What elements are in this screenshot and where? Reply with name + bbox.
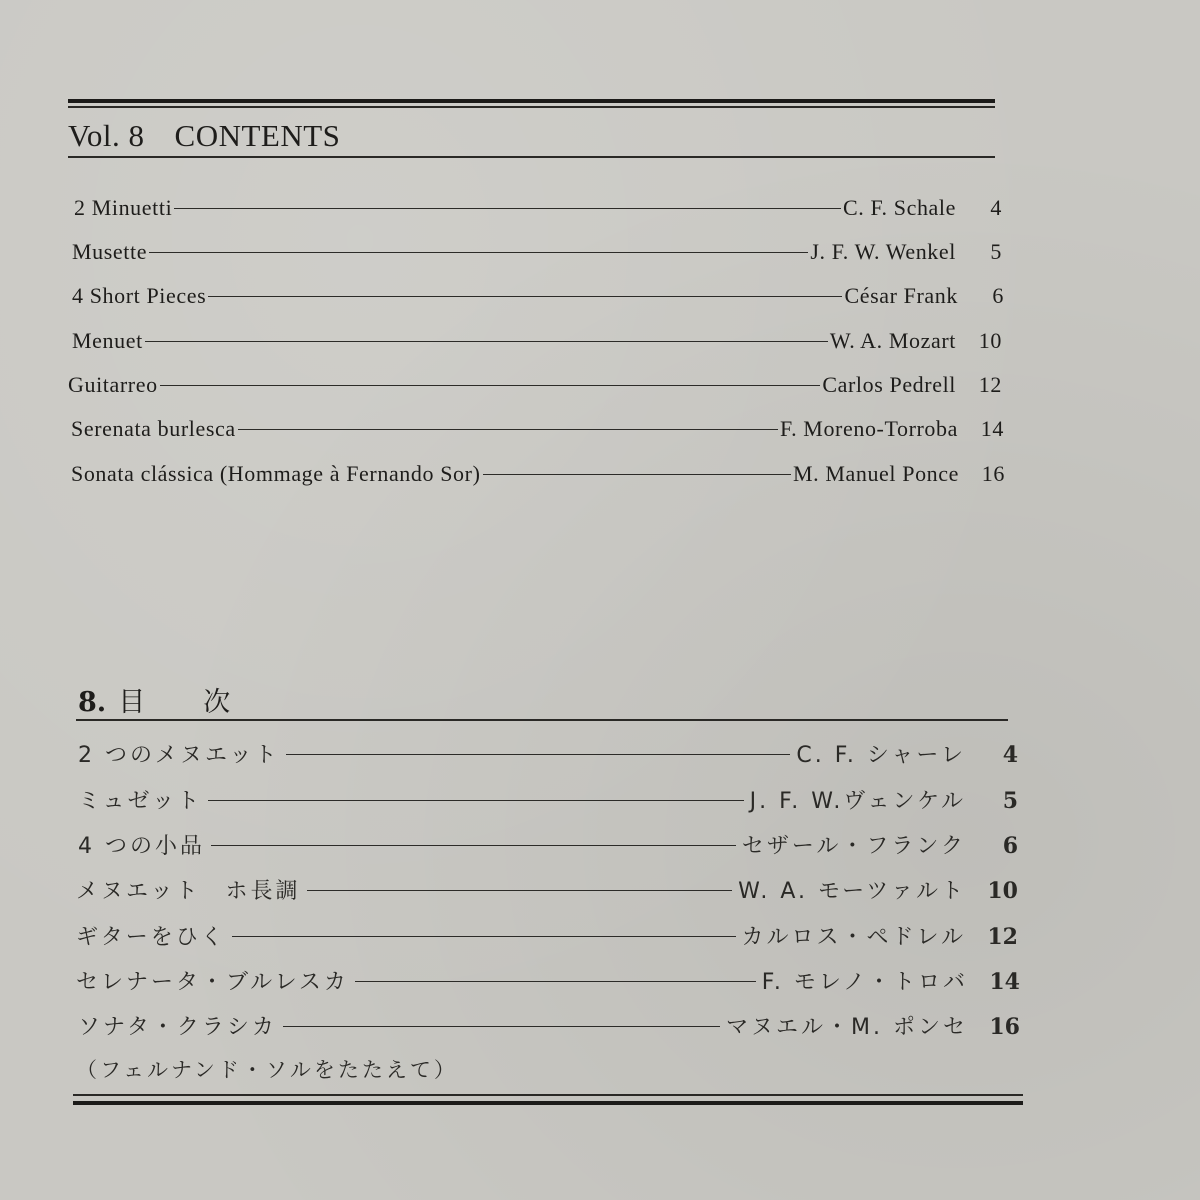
entry-page-number: 5	[990, 239, 1002, 264]
leader-line	[238, 429, 778, 430]
leader-line	[174, 208, 841, 209]
english-contents-heading	[68, 118, 340, 154]
volume-label: Vol. 8	[68, 118, 145, 153]
entry-title: 4 つの小品	[78, 834, 205, 859]
heading-char-1: 目	[118, 687, 146, 718]
entry-title: Menuet	[72, 328, 143, 353]
entry-subtitle: （フェルナンド・ソルをたたえて）	[76, 1058, 458, 1082]
toc-entry-jp[interactable]	[76, 874, 1018, 905]
toc-entry[interactable]	[68, 372, 1002, 398]
toc-entry-jp[interactable]	[76, 965, 1020, 996]
leader-line	[208, 296, 842, 297]
entry-title: ソナタ・クラシカ	[78, 1015, 277, 1040]
entry-page-number: 4	[1002, 742, 1018, 768]
toc-entry-jp[interactable]	[78, 829, 1018, 860]
toc-entry[interactable]	[72, 328, 1002, 354]
entry-title: メヌエット ホ長調	[76, 879, 301, 904]
entry-composer: セザール・フランク	[741, 834, 966, 859]
entry-title: ミュゼット	[78, 789, 203, 814]
entry-composer: J. F. W.ヴェンケル	[749, 789, 966, 814]
entry-composer: Carlos Pedrell	[822, 372, 956, 397]
top-double-rule-thin	[68, 106, 995, 108]
entry-composer: カルロス・ペドレル	[741, 925, 966, 950]
entry-composer: J. F. W. Wenkel	[810, 239, 956, 264]
leader-line	[208, 800, 743, 801]
bottom-double-rule-thin	[73, 1094, 1023, 1096]
japanese-contents-heading	[78, 680, 230, 719]
toc-entry-jp[interactable]	[76, 920, 1018, 951]
entry-title: Sonata clássica (Hommage à Fernando Sor)	[71, 461, 481, 486]
leader-line	[286, 754, 791, 755]
entry-page-number: 10	[978, 328, 1002, 353]
japanese-heading-underline	[76, 719, 1008, 721]
toc-entry[interactable]	[72, 283, 1004, 309]
entry-page-number: 10	[987, 878, 1018, 904]
entry-page-number: 6	[1002, 833, 1018, 859]
entry-title: 2 Minuetti	[74, 195, 173, 220]
leader-line	[283, 1026, 720, 1027]
entry-composer: F. Moreno-Torroba	[780, 416, 958, 441]
leader-line	[307, 890, 733, 891]
heading-char-2: 次	[203, 687, 231, 718]
entry-page-number: 14	[989, 969, 1020, 995]
entry-title: Musette	[72, 239, 148, 264]
toc-entry-jp[interactable]	[78, 1010, 1020, 1041]
entry-page-number: 16	[989, 1014, 1020, 1040]
contents-label: CONTENTS	[174, 118, 341, 153]
entry-page-number: 12	[987, 924, 1018, 950]
leader-line	[160, 385, 821, 386]
entry-title: Guitarreo	[68, 372, 158, 397]
toc-entry[interactable]	[74, 195, 1002, 221]
leader-line	[145, 341, 828, 342]
entry-title: 4 Short Pieces	[72, 283, 207, 308]
leader-line	[211, 845, 736, 846]
entry-title: セレナータ・ブルレスカ	[76, 970, 349, 995]
entry-page-number: 4	[990, 195, 1002, 220]
heading-underline	[68, 156, 995, 158]
entry-page-number: 14	[980, 416, 1004, 441]
entry-composer: W. A. Mozart	[829, 328, 956, 353]
entry-page-number: 12	[978, 372, 1002, 397]
entry-composer: César Frank	[844, 283, 958, 308]
entry-title: 2 つのメヌエット	[78, 743, 280, 768]
entry-composer: M. Manuel Ponce	[792, 461, 959, 486]
entry-composer: マヌエル・M. ポンセ	[726, 1015, 968, 1040]
entry-composer: C. F. Schale	[843, 195, 956, 220]
entry-composer: W. A. モーツァルト	[738, 879, 966, 904]
entry-title: Serenata burlesca	[71, 416, 236, 441]
volume-number: 8.	[78, 687, 107, 718]
entry-composer: F. モレノ・トロバ	[761, 970, 968, 995]
leader-line	[483, 474, 791, 475]
toc-entry-jp[interactable]	[78, 738, 1018, 769]
bottom-double-rule-thick	[73, 1101, 1023, 1105]
entry-page-number: 6	[992, 283, 1004, 308]
entry-page-number: 5	[1002, 788, 1018, 814]
toc-entry[interactable]	[71, 461, 1005, 487]
entry-composer: C. F. シャーレ	[796, 743, 966, 768]
entry-title: ギターをひく	[76, 925, 226, 950]
leader-line	[355, 981, 756, 982]
leader-line	[232, 936, 736, 937]
entry-page-number: 16	[981, 461, 1005, 486]
toc-entry[interactable]	[71, 416, 1004, 442]
leader-line	[149, 252, 808, 253]
top-double-rule-thick	[68, 99, 995, 103]
toc-entry-jp[interactable]	[78, 784, 1018, 815]
toc-entry[interactable]	[72, 239, 1002, 265]
